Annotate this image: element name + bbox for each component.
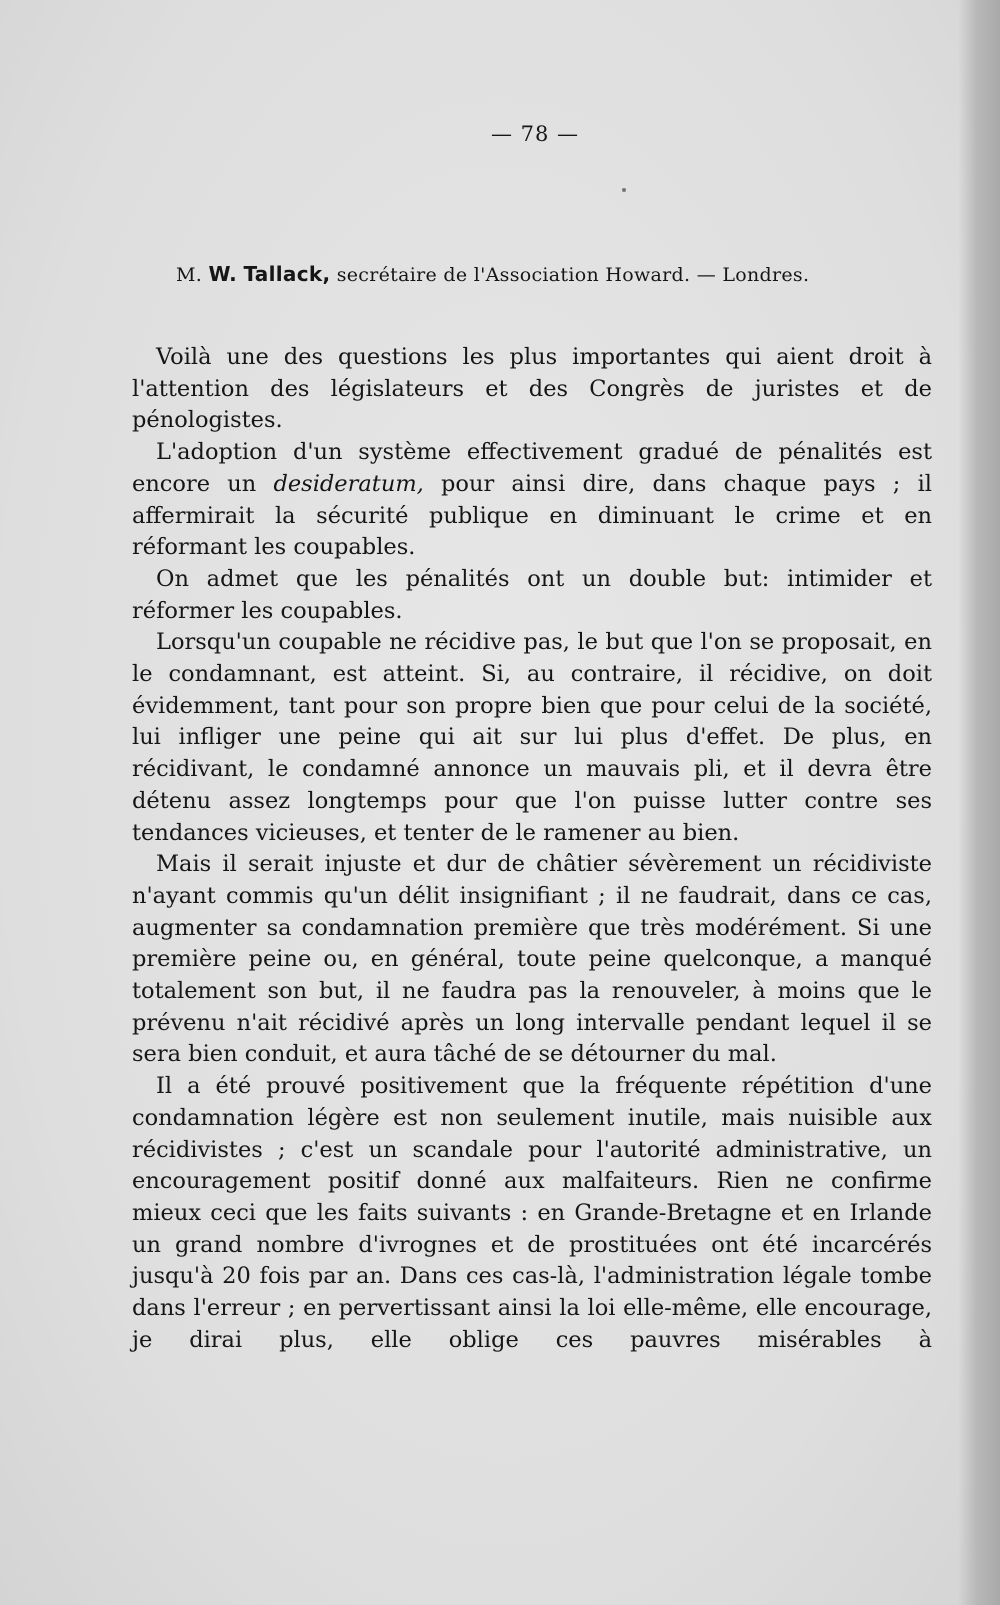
paragraph-3: On admet que les pénalités ont un double but: intimider et réformer les coupables. [132, 565, 932, 624]
page-edge-shadow [958, 0, 1000, 1605]
paragraph-4: Lorsqu'un coupable ne récidive pas, le but que l'on se proposait, en le condamnant, est atteint. Si, au contraire, il récidive, on doit évidemment, tant pour son propre bien que pour celui de la société, lui infliger une peine qui ait sur lui plus d'effet. De plus, en récidivant, le condamné annonce un mauvais pli, et il devra être détenu assez longtemps pour que l'on puisse lutter contre ses tendances vicieuses, et tenter de le ramener au bien. [132, 629, 932, 846]
author-line [176, 262, 916, 286]
author-role: secrétaire de l'Association Howard. [336, 264, 691, 286]
paragraph-1: Voilà une des questions les plus importantes qui aient droit à l'attention des législateurs et des Congrès de juristes et de pénologistes. [132, 344, 932, 434]
author-initial: W. [208, 262, 238, 286]
print-speck [622, 188, 626, 192]
author-prefix: M. [176, 264, 203, 286]
paragraph-2-before: L'adoption d'un système effectivement gradué de pénalités est encore un [132, 439, 932, 497]
page-number: — 78 — [490, 122, 580, 146]
paragraph-6: Il a été prouvé positivement que la fréquente répétition d'une condamnation légère est non seulement inutile, mais nuisible aux récidivistes ; c'est un scandale pour l'autorité administrative, un encouragement positif donné aux malfaiteurs. Rien ne confirme mieux ceci que les faits suivants : en Grande-Bretagne et en Irlande un grand nombre d'ivrognes et de prostituées ont été incarcérés jusqu'à 20 fois par an. Dans ces cas-là, l'administration légale tombe dans l'erreur ; en pervertissant ainsi la loi elle-même, elle encourage, je dirai plus, elle oblige ces pauvres misérables à [132, 1073, 932, 1353]
paragraph-5: Mais il serait injuste et dur de châtier sévèrement un récidiviste n'ayant commis qu'un délit insignifiant ; il ne faudrait, dans ce cas, augmenter sa condamnation première que très modérément. Si une première peine ou, en général, toute peine quelconque, a manqué totalement son but, il ne faudra pas la renouveler, à moins que le prévenu n'ait récidivé après un long intervalle pendant lequel il se sera bien conduit, et aura tâché de se détourner du mal. [132, 851, 932, 1068]
desideratum-italic: desideratum, [273, 470, 424, 497]
author-location: — Londres. [696, 264, 810, 286]
article-body [132, 342, 932, 1357]
paragraph-2 [132, 437, 932, 564]
paragraph-2-after: pour ainsi dire, dans chaque pays ; il affermirait la sécurité publique en diminuant le crime et en réformant les coupables. [132, 470, 932, 561]
author-name: Tallack, [243, 262, 331, 286]
